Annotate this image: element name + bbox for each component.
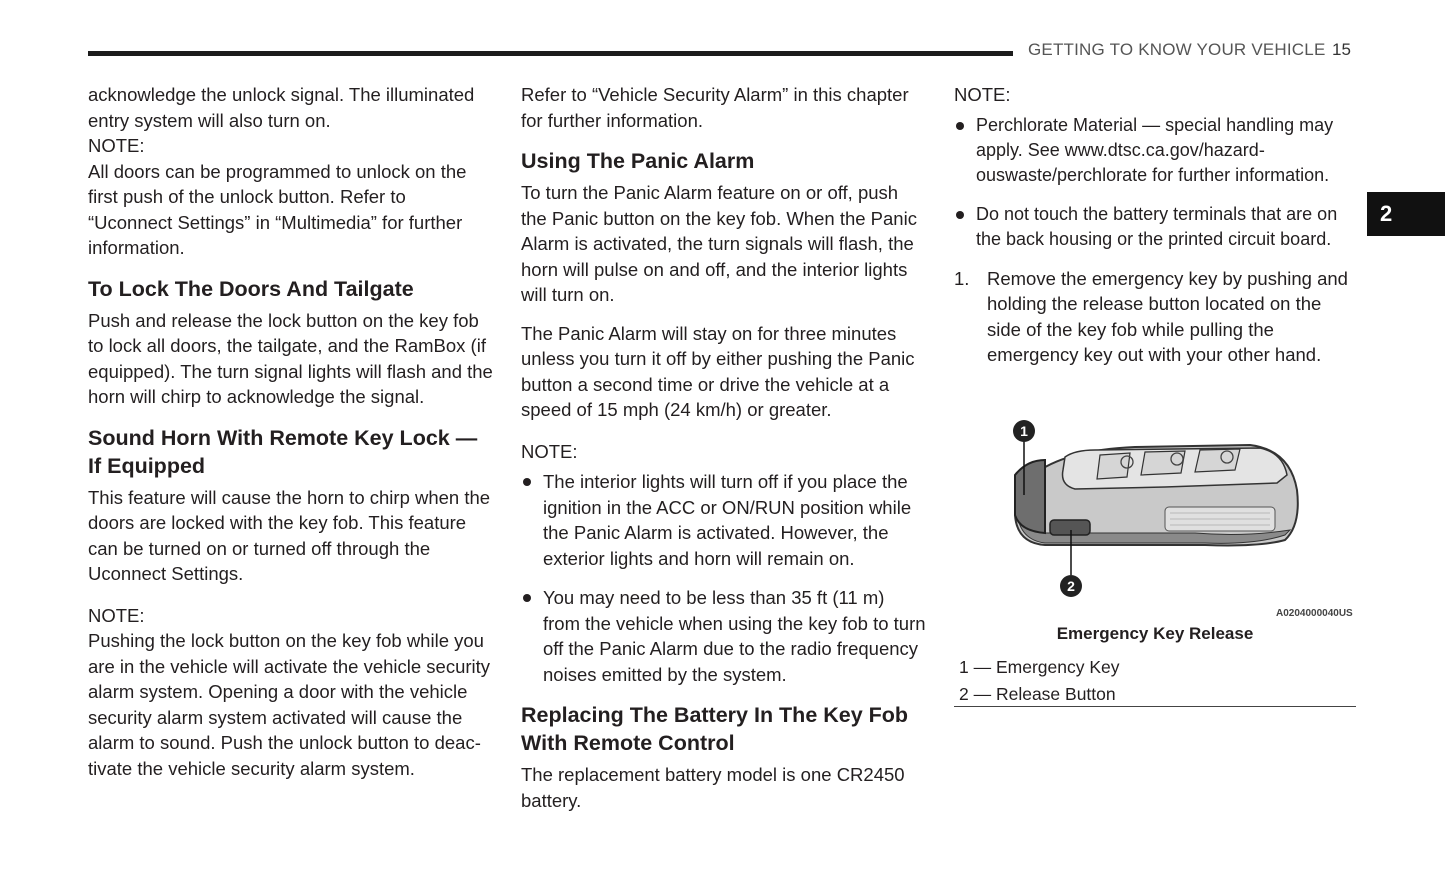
paragraph-lock-doors: Push and release the lock button on the key fob to lock all doors, the tailgate, and the RamBox (if equipped). The turn signal lights will flash and the horn will chirp to acknowledge the signal. (88, 309, 493, 407)
callout-1-label: 1 (1020, 423, 1028, 439)
paragraph: Refer to “Vehicle Security Alarm” in this chapter for further information. (521, 84, 909, 131)
column-3 (954, 82, 1356, 368)
column-1 (88, 82, 493, 781)
note-bullet-list (521, 469, 926, 687)
heading-sound-horn: Sound Horn With Remote Key Lock — If Equipped (88, 425, 478, 478)
note-label: NOTE: (954, 84, 1011, 105)
paragraph-sound-horn: This feature will cause the horn to chirp when the doors are locked with the key fob. This feature can be turned on or turned off through the Uconnect Settings. (88, 486, 491, 584)
list-item: You may need to be less than 35 ft (11 m) from the vehicle when using the key fob to turn off the Panic Alarm due to the radio frequency noises emitted by the system. (521, 585, 926, 687)
fob-button (1195, 449, 1240, 472)
paragraph: acknowledge the unlock signal. The illuminated entry system will also turn on. (88, 84, 475, 131)
note-label: NOTE: (88, 604, 145, 626)
paragraph-battery: The replacement battery model is one CR2450 battery. (521, 764, 905, 811)
emergency-key-head (1015, 460, 1045, 533)
note-text: Pushing the lock button on the key fob while you are in the vehicle will activate the vehicle security alarm system. Opening a door with the vehicle security alarm system activated will cause the alarm to sound. Push the unlock button to deac-tivate the vehicle security alarm system. (88, 630, 491, 779)
section-title: GETTING TO KNOW YOUR VEHICLE (1028, 40, 1326, 59)
header-rule (88, 51, 1013, 56)
release-button (1050, 520, 1090, 535)
legend-rule (954, 706, 1356, 707)
callout-2-label: 2 (1067, 578, 1075, 594)
column-2 (521, 82, 926, 813)
note-label: NOTE: (88, 135, 145, 156)
step-list (954, 266, 1356, 368)
key-fob-illustration (1005, 415, 1305, 605)
legend-item: 2 — Release Button (959, 684, 1116, 704)
step-text: Remove the emergency key by pushing and holding the release button located on the side of the key fob while pulling the emergency key out with your other hand. (987, 267, 1348, 365)
figure-code: A0204000040US (1276, 608, 1353, 619)
figure-caption: Emergency Key Release (1056, 624, 1254, 643)
heading-replace-battery: Replacing The Battery In The Key Fob With Remote Control (521, 703, 909, 755)
list-item: Do not touch the battery terminals that are on the back housing or the printed circuit board. (954, 202, 1356, 252)
step-item (954, 266, 1356, 368)
paragraph-panic-alarm: To turn the Panic Alarm feature on or off, push the Panic button on the key fob. When the Panic Alarm is activated, the turn signals will flash, the horn will pulse on and off, and the interior lights will turn on. (521, 182, 917, 305)
note-bullet-list (954, 113, 1356, 252)
chapter-tab[interactable]: 2 (1367, 192, 1445, 236)
note-text: All doors can be programmed to unlock on the first push of the unlock button. Refer to “Uconnect Settings” in “Multimedia” for further information. (88, 160, 467, 258)
legend-item: 1 — Emergency Key (959, 657, 1120, 677)
step-number: 1. (954, 267, 970, 289)
note-label: NOTE: (521, 440, 578, 462)
paragraph-panic-duration: The Panic Alarm will stay on for three minutes unless you turn it off by either pushing the Panic button a second time or drive the vehicle at a speed of 15 mph (24 km/h) or greater. (521, 322, 915, 420)
page-number: 15 (1332, 40, 1351, 59)
heading-lock-doors: To Lock The Doors And Tailgate (88, 276, 414, 301)
list-item: Perchlorate Material — special handling may apply. See www.dtsc.ca.gov/hazard-ouswaste/perchlorate for further information. (954, 113, 1356, 188)
fob-button (1141, 451, 1185, 475)
heading-panic-alarm: Using The Panic Alarm (521, 149, 755, 173)
list-item: The interior lights will turn off if you place the ignition in the ACC or ON/RUN position while the Panic Alarm is activated. However, the exterior lights and horn will remain on. (521, 469, 926, 571)
figure-legend (959, 654, 1119, 708)
